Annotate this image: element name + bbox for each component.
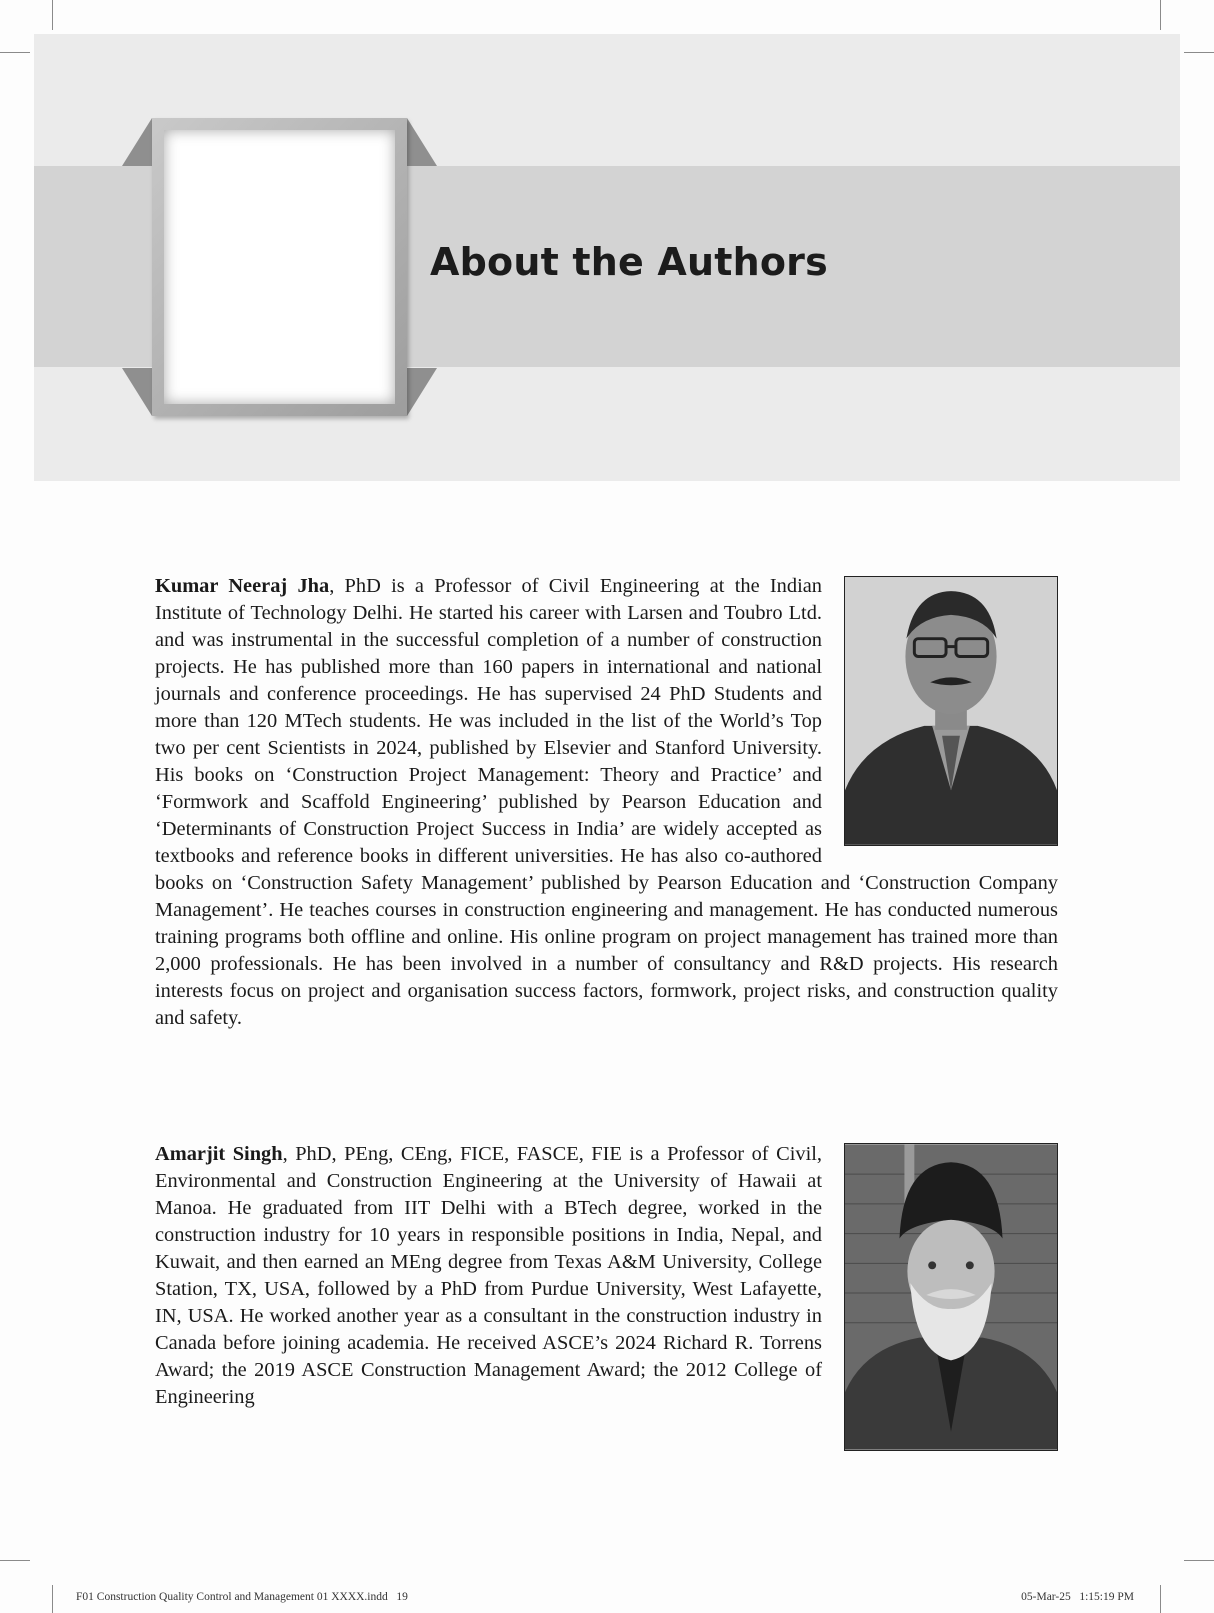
decorative-frame [122,118,442,418]
crop-mark [1184,52,1214,53]
page-title: About the Authors [430,240,828,284]
portrait-icon [845,577,1057,845]
crop-mark [1160,1585,1161,1613]
author-photo-jha [844,576,1058,846]
author-bio-jha [155,573,1058,1032]
frame-panel [164,130,395,404]
footer-file-info: F01 Construction Quality Control and Management 01 XXXX.indd 19 [76,1591,408,1603]
crop-mark [52,0,53,30]
frame-border [152,118,407,416]
author-bio-singh [155,1141,1058,1455]
author-name: Kumar Neeraj Jha [155,575,330,597]
author-bio-text: , PhD, PEng, CEng, FICE, FASCE, FIE is a Professor of Civil, Environmental and Construction Engineering at the University of Hawaii at Manoa. He graduated from IIT Delhi with a BTech degree, worked in the construction industry for 10 years in responsible positions in India, Nepal, and Kuwait, and then earned an MEng degree from Texas A&M University, College Station, TX, USA, followed by a PhD from Purdue University, West Lafayette, IN, USA. He worked another year as a consultant in the construction industry in Canada before joining academia. He received ASCE’s 2024 Richard R. Torrens Award; the 2019 ASCE Construction Management Award; the 2012 College of Engineering [155,1143,823,1408]
crop-mark [52,1585,53,1613]
crop-mark [0,52,30,53]
crop-mark [0,1560,30,1561]
author-bio-text: , PhD is a Professor of Civil Engineering at the Indian Institute of Technology Delhi. He started his career with Larsen and Toubro Ltd. and was instrumental in the successful completion of a number of construction projects. He has published more than 160 papers in international and national journals and conference proceedings. He has supervised 24 PhD Students and more than 120 MTech students. He was included in the list of the World’s Top two per cent Scientists in 2024, published by Elsevier and Stanford University. His books on ‘Construction Project Management: Theory and Practice’ and ‘Formwork and Scaffold Engineering’ published by Pearson Education and ‘Determinants of Construction Project Success in India’ are widely accepted as textbooks and reference books in different universities. He has also co-authored books on ‘Construction Safety Management’ published by Pearson Education and ‘Construction Company Management’. He teaches courses in construction engineering and management. He has conducted numerous training programs both offline and online. His online program on project management has trained more than 2,000 professionals. He has been involved in a number of consultancy and R&D projects. His research interests focus on project and organisation success factors, formwork, project risks, and construction quality and safety. [155,575,1058,1029]
author-name: Amarjit Singh [155,1143,283,1165]
crop-mark [1184,1560,1214,1561]
crop-mark [1160,0,1161,30]
author-photo-singh [844,1143,1058,1451]
portrait-icon [845,1144,1057,1450]
footer-timestamp: 05-Mar-25 1:15:19 PM [1021,1591,1134,1603]
